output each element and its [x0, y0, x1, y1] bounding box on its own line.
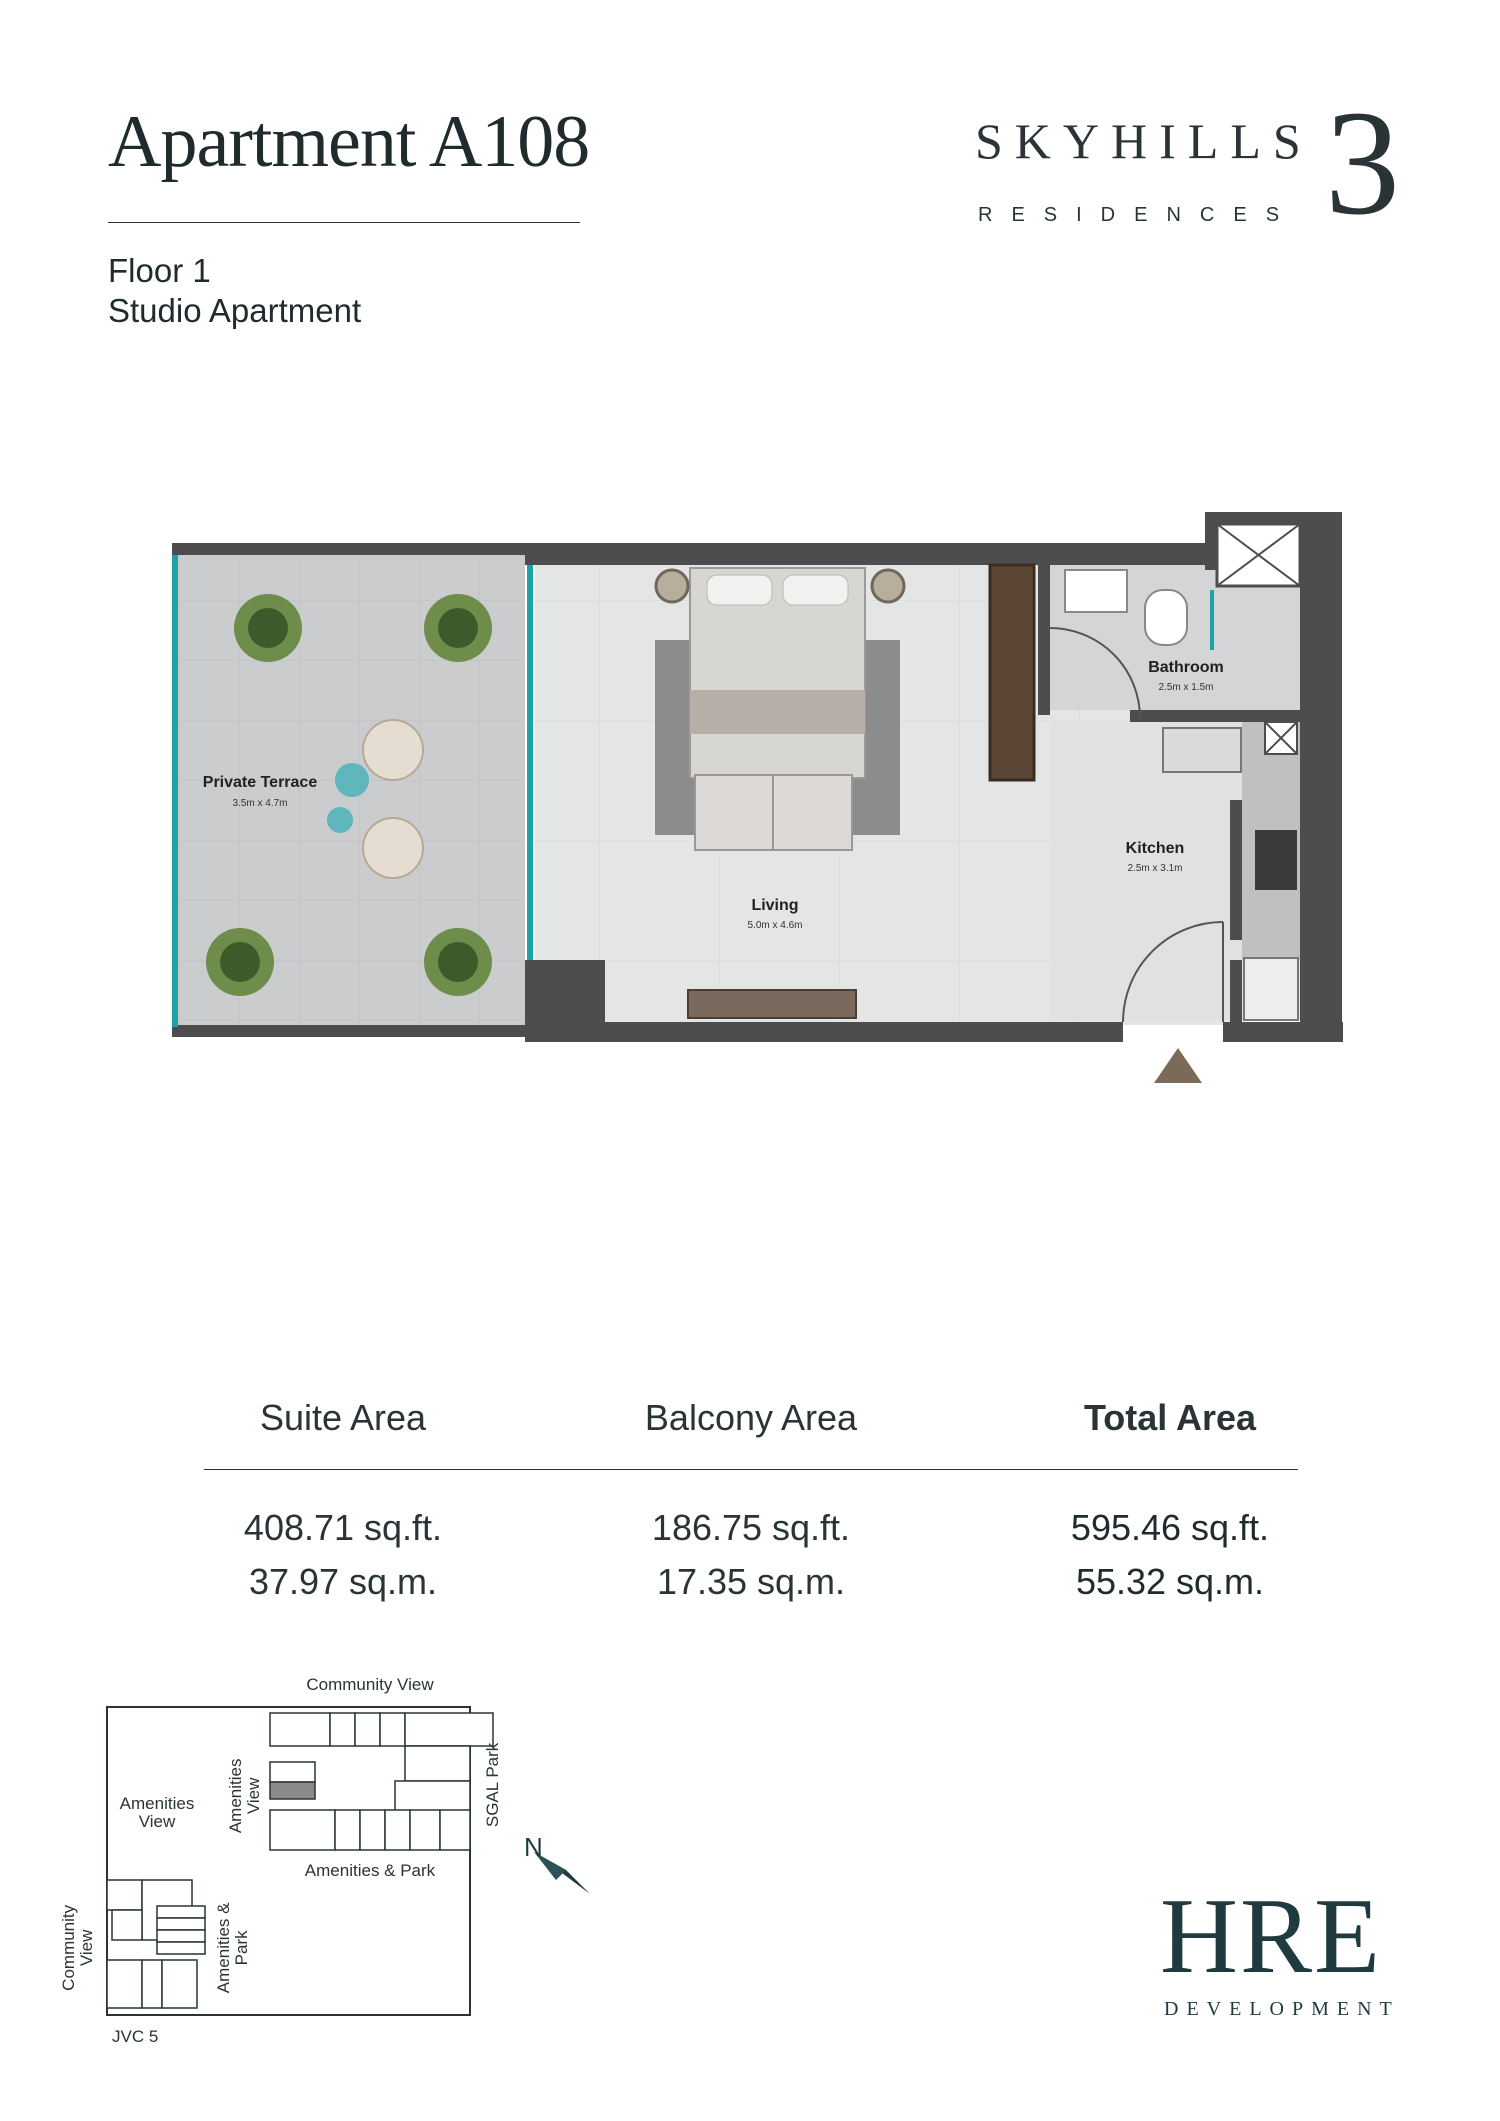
balcony-area-sqm: 17.35 sq.m.	[656, 1561, 846, 1602]
shower-glass	[1210, 590, 1214, 650]
hre-logo-subtitle: DEVELOPMENT	[1164, 1998, 1400, 2020]
room-label-bathroom: Bathroom	[1148, 659, 1224, 676]
wall-kitchen-stub	[1230, 960, 1242, 1022]
skyhills-logo-wordmark: SKYHILLS	[975, 113, 1313, 169]
page-title: Apartment A108	[108, 101, 590, 183]
plant-icon	[206, 928, 274, 996]
kitchen-sink	[1163, 728, 1241, 772]
bed-throw	[690, 690, 865, 734]
room-label-terrace: Private Terrace	[202, 774, 318, 791]
wall-shaft-top	[1205, 512, 1342, 524]
total-area-sqm: 55.32 sq.m.	[1075, 1561, 1265, 1602]
terrace-chair	[363, 818, 423, 878]
room-size-living: 5.0m x 4.6m	[747, 920, 803, 931]
room-size-bathroom: 2.5m x 1.5m	[1158, 682, 1214, 693]
wall-partition-bath	[1038, 565, 1050, 715]
living-glass	[527, 565, 533, 960]
hob	[1255, 830, 1297, 890]
suite-area-header: Suite Area	[259, 1397, 427, 1438]
pillow-right	[783, 575, 848, 605]
toilet	[1145, 590, 1187, 645]
balcony-area-sqft: 186.75 sq.ft.	[651, 1507, 851, 1548]
terrace-table	[335, 763, 369, 797]
wall-top-terrace	[172, 543, 527, 555]
terrace-table	[327, 807, 353, 833]
plant-icon	[234, 594, 302, 662]
key-plan-block-top	[270, 1713, 493, 1850]
floor-label: Floor 1	[108, 252, 211, 289]
plant-icon	[424, 928, 492, 996]
hre-logo-wordmark: HRE	[1160, 1877, 1382, 1996]
key-plan-label-amenities-view: Amenities View	[119, 1794, 195, 1831]
plant-icon	[424, 594, 492, 662]
wall-column	[525, 960, 605, 1042]
skyhills-logo-subtitle: RESIDENCES	[978, 204, 1299, 226]
terrace-glass-left	[172, 555, 178, 1027]
suite-area-sqft: 408.71 sq.ft.	[243, 1507, 443, 1548]
room-size-terrace: 3.5m x 4.7m	[232, 798, 288, 809]
nightstand-left	[656, 570, 688, 602]
fridge	[1244, 958, 1298, 1020]
wall-bottom-terrace	[172, 1025, 527, 1037]
bath-sink	[1065, 570, 1127, 612]
total-area-sqft: 595.46 sq.ft.	[1070, 1507, 1270, 1548]
room-label-living: Living	[751, 897, 799, 914]
wardrobe	[990, 565, 1034, 780]
key-plan-highlight-unit	[270, 1782, 315, 1799]
room-label-kitchen: Kitchen	[1125, 840, 1185, 857]
wall-kitchen-left	[1230, 800, 1242, 940]
key-plan-label-community-view: Community View	[306, 1675, 434, 1694]
wall-right	[1300, 512, 1342, 1042]
key-plan-label-amenities-park-vertical: Amenities & Park	[214, 1902, 251, 1994]
key-plan-label-amenities-view-vertical: Amenities View	[226, 1758, 263, 1834]
wall-shaft-left	[1205, 512, 1217, 570]
key-plan-block-bottom	[107, 1880, 205, 2008]
room-size-kitchen: 2.5m x 3.1m	[1127, 863, 1183, 874]
area-divider	[204, 1469, 1298, 1470]
key-plan-label-sgal-park: SGAL Park	[483, 1742, 503, 1828]
wall-bottom-main	[525, 1022, 1123, 1042]
nightstand-right	[872, 570, 904, 602]
wall-bath-bottom	[1130, 710, 1300, 722]
key-plan-label-community-view-vertical: Community View	[59, 1904, 96, 1991]
north-label: N	[524, 1832, 543, 1862]
key-plan-label-amenities-park: Amenities & Park	[304, 1861, 436, 1880]
key-plan-label-jvc: JVC 5	[112, 2027, 159, 2046]
balcony-area-header: Balcony Area	[644, 1397, 858, 1438]
skyhills-logo-number: 3	[1325, 80, 1400, 246]
wall-top-main	[525, 543, 1225, 565]
pillow-left	[707, 575, 772, 605]
total-area-header: Total Area	[1083, 1397, 1257, 1438]
console	[688, 990, 856, 1018]
unit-type-label: Studio Apartment	[108, 292, 362, 329]
terrace-chair	[363, 720, 423, 780]
suite-area-sqm: 37.97 sq.m.	[248, 1561, 438, 1602]
entrance-marker	[1154, 1048, 1202, 1083]
